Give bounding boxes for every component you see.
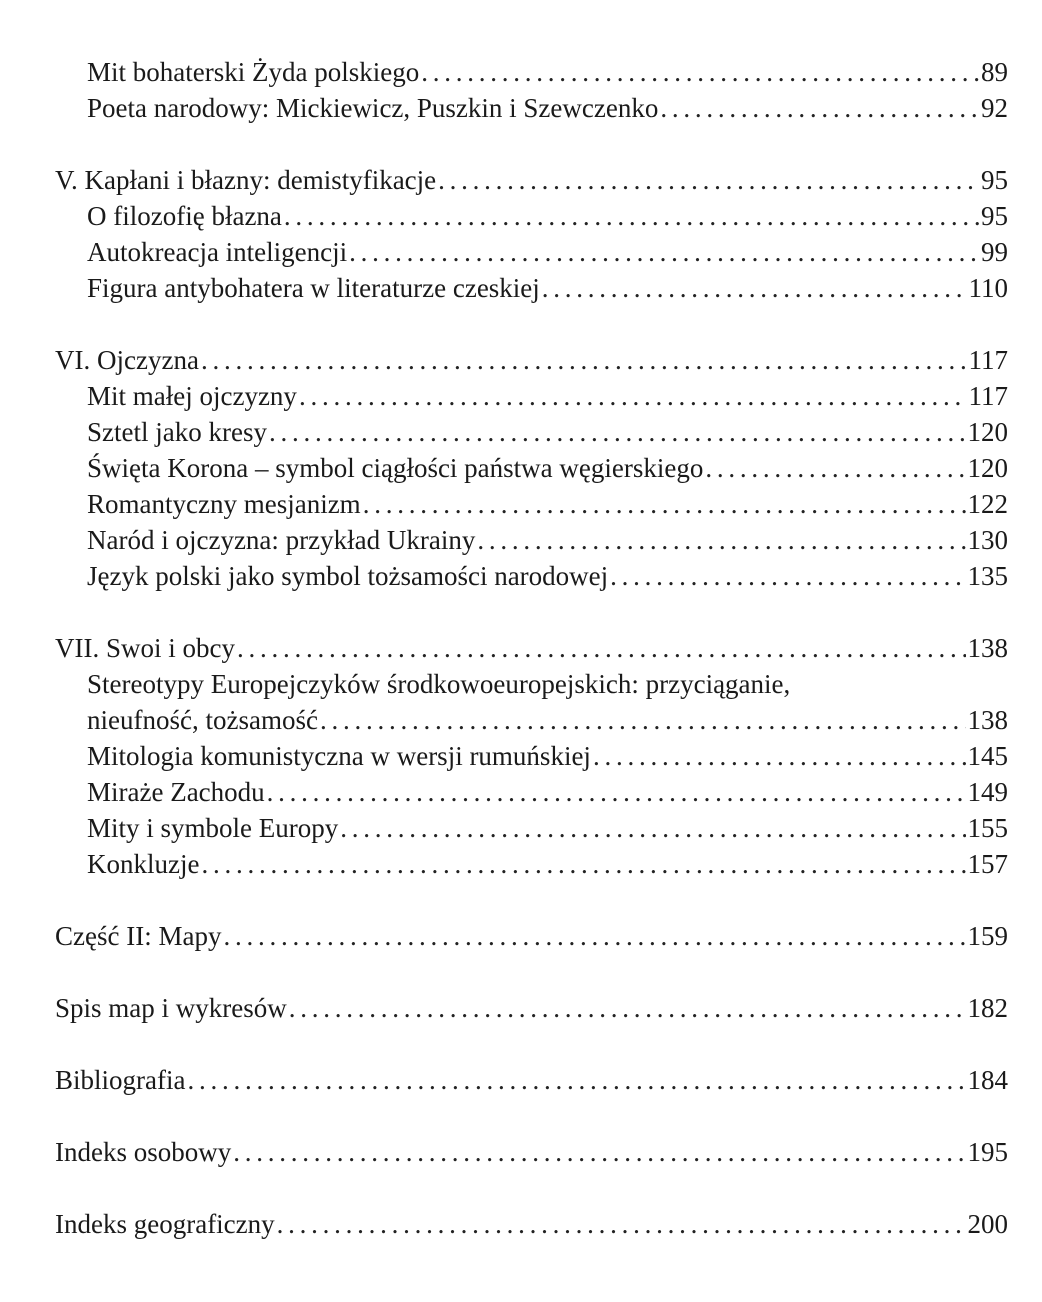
entry-title: VII. Swoi i obcy [55,633,235,663]
toc-chapter-entry [0,1062,1042,1098]
dot-leader [233,1134,965,1170]
toc-chapter-entry [0,1206,1042,1242]
page-number: 130 [967,525,1008,555]
page-number: 122 [967,489,1008,519]
entry-title: Figura antybohatera w literaturze czeskiej [87,273,540,303]
page-number: 120 [967,417,1008,447]
dot-leader [187,1062,965,1098]
toc-subentry [0,666,1042,702]
entry-title: Część II: Mapy [55,921,222,951]
dot-leader [340,810,965,846]
toc-section [0,1206,1042,1242]
toc-section [0,162,1042,306]
page-number: 145 [967,741,1008,771]
page-number: 95 [981,201,1008,231]
dot-leader [277,1206,966,1242]
page-number: 110 [968,273,1008,303]
dot-leader [269,414,966,450]
entry-title: Romantyczny mesjanizm [87,489,361,519]
toc-subentry [0,270,1042,306]
toc-chapter-entry [0,990,1042,1026]
entry-title: Mitologia komunistyczna w wersji rumuńskiej [87,741,591,771]
entry-title: Indeks geograficzny [55,1209,275,1239]
dot-leader [284,198,979,234]
entry-title: O filozofię błazna [87,201,282,231]
dot-leader [299,378,967,414]
toc-section [0,1134,1042,1170]
dot-leader [542,270,967,306]
dot-leader [363,486,966,522]
page-number: 159 [967,921,1008,951]
page-number: 95 [981,165,1008,195]
entry-title: nieufność, tożsamość [87,705,318,735]
dot-leader [289,990,966,1026]
dot-leader [421,54,979,90]
page-number: 135 [967,561,1008,591]
toc-chapter-entry [0,162,1042,198]
dot-leader [201,342,967,378]
toc-section [0,990,1042,1026]
entry-title: Konkluzje [87,849,200,879]
toc-section [0,54,1042,126]
dot-leader [593,738,966,774]
entry-title: Bibliografia [55,1065,186,1095]
page-number: 120 [967,453,1008,483]
entry-title: Autokreacja inteligencji [87,237,348,267]
toc-chapter-entry [0,1134,1042,1170]
toc-subentry [0,198,1042,234]
toc-subentry [0,414,1042,450]
toc-chapter-entry [0,342,1042,378]
toc-subentry [0,738,1042,774]
page-number: 92 [981,93,1008,123]
dot-leader [477,522,965,558]
page-number: 200 [967,1209,1008,1239]
page-number: 182 [967,993,1008,1023]
toc-subentry [0,522,1042,558]
page-number: 138 [967,705,1008,735]
page-number: 157 [967,849,1008,879]
entry-title: Indeks osobowy [55,1137,232,1167]
toc-section [0,342,1042,594]
dot-leader [237,630,966,666]
toc-subentry [0,234,1042,270]
page-number: 138 [967,633,1008,663]
toc-subentry [0,378,1042,414]
entry-title: Spis map i wykresów [55,993,287,1023]
table-of-contents [0,54,1042,1278]
toc-subentry [0,774,1042,810]
toc-subentry [0,558,1042,594]
toc-subentry [0,450,1042,486]
entry-title: Język polski jako symbol tożsamości narodowej [87,561,609,591]
toc-chapter-entry [0,630,1042,666]
page-number: 155 [967,813,1008,843]
entry-title: Stereotypy Europejczyków środkowoeuropejskich: przyciąganie, [87,669,791,699]
page-number: 117 [968,345,1008,375]
toc-subentry [0,90,1042,126]
dot-leader [201,846,965,882]
page-number: 195 [967,1137,1008,1167]
entry-title: Święta Korona – symbol ciągłości państwa węgierskiego [87,453,704,483]
entry-title: Sztetl jako kresy [87,417,267,447]
entry-title: Miraże Zachodu [87,777,265,807]
entry-title: V. Kapłani i błazny: demistyfikacje [55,165,437,195]
dot-leader [267,774,966,810]
entry-title: VI. Ojczyzna [55,345,199,375]
dot-leader [660,90,979,126]
toc-subentry [0,846,1042,882]
dot-leader [610,558,965,594]
toc-section [0,1062,1042,1098]
entry-title: Mit małej ojczyzny [87,381,297,411]
toc-section [0,918,1042,954]
toc-subentry [0,810,1042,846]
page-number: 99 [981,237,1008,267]
toc-subentry [0,54,1042,90]
dot-leader [705,450,965,486]
page-number: 184 [967,1065,1008,1095]
dot-leader [438,162,979,198]
page-number: 149 [967,777,1008,807]
toc-subentry [0,486,1042,522]
entry-title: Naród i ojczyzna: przykład Ukrainy [87,525,476,555]
entry-title: Poeta narodowy: Mickiewicz, Puszkin i Szewczenko [87,93,659,123]
dot-leader [320,702,966,738]
dot-leader [223,918,965,954]
entry-title: Mity i symbole Europy [87,813,339,843]
page-number: 117 [968,381,1008,411]
toc-section [0,630,1042,882]
toc-subentry [0,702,1042,738]
page-number: 89 [981,57,1008,87]
toc-chapter-entry [0,918,1042,954]
entry-title: Mit bohaterski Żyda polskiego [87,57,420,87]
dot-leader [349,234,979,270]
